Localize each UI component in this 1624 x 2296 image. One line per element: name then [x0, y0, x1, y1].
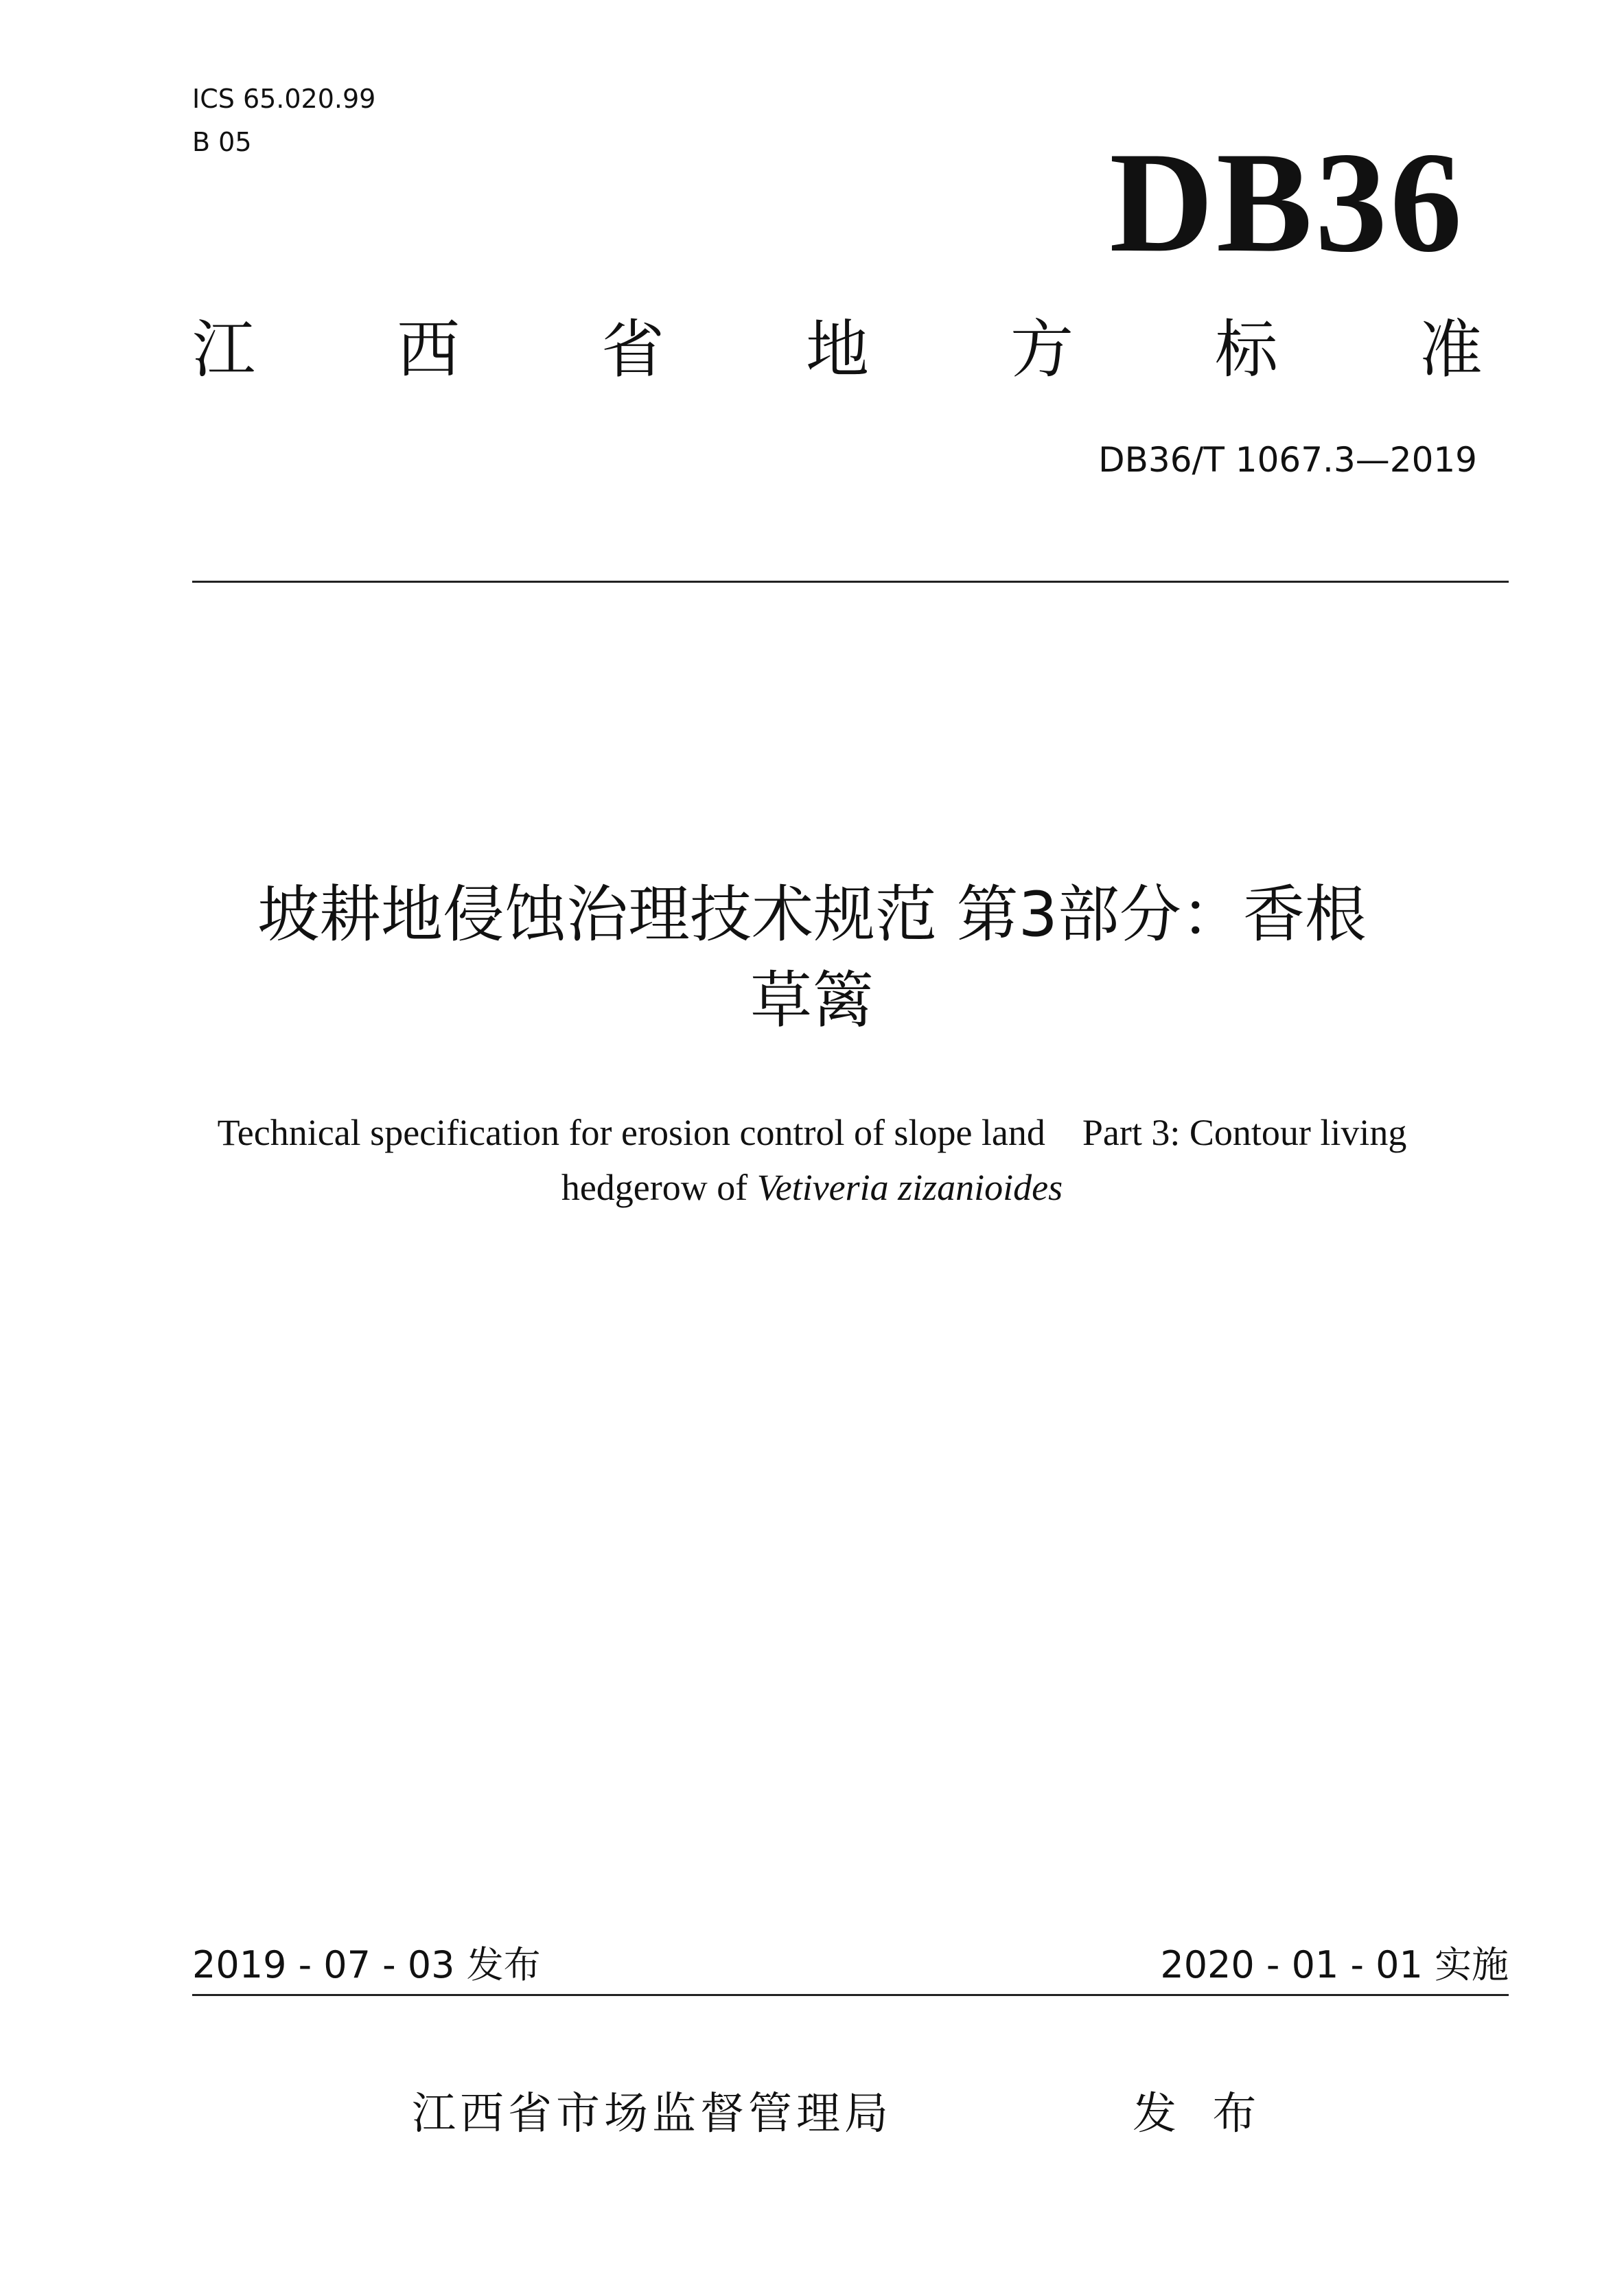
title-english-line2-prefix: hedgerow of — [561, 1167, 757, 1208]
issue-label: 发 布 — [1133, 2089, 1268, 2140]
ccs-code: B 05 — [192, 127, 252, 157]
standard-type-char: 地 — [805, 313, 869, 386]
standard-mark: DB36 — [1109, 123, 1465, 282]
top-divider — [192, 581, 1509, 583]
title-english-line1: Technical specification for erosion control of slope land Part 3: Contour living — [217, 1112, 1407, 1153]
standard-type-char: 江 — [192, 313, 256, 386]
standard-type-heading — [192, 312, 1483, 388]
title-english-line2 — [158, 1160, 1466, 1215]
title-chinese-line2: 草篱 — [750, 964, 874, 1036]
standard-type-char: 西 — [396, 313, 460, 386]
title-chinese-line1: 坡耕地侵蚀治理技术规范 第3部分：香根 — [257, 879, 1367, 951]
implement-date: 2020 - 01 - 01 实施 — [1160, 1943, 1509, 1986]
standard-type-char: 标 — [1214, 313, 1278, 386]
publish-date: 2019 - 07 - 03 发布 — [192, 1943, 541, 1986]
title-english-species: Vetiveria zizanioides — [756, 1167, 1063, 1208]
title-english — [158, 1105, 1466, 1215]
bottom-divider — [192, 1994, 1509, 1996]
title-chinese — [137, 872, 1487, 1043]
ics-code: ICS 65.020.99 — [192, 84, 376, 114]
standard-type-char: 方 — [1010, 313, 1074, 386]
standard-type-char: 准 — [1419, 313, 1483, 386]
standard-type-char: 省 — [601, 313, 664, 386]
issuing-authority: 江西省市场监督管理局 — [412, 2089, 892, 2140]
standard-number: DB36/T 1067.3—2019 — [1098, 440, 1477, 480]
